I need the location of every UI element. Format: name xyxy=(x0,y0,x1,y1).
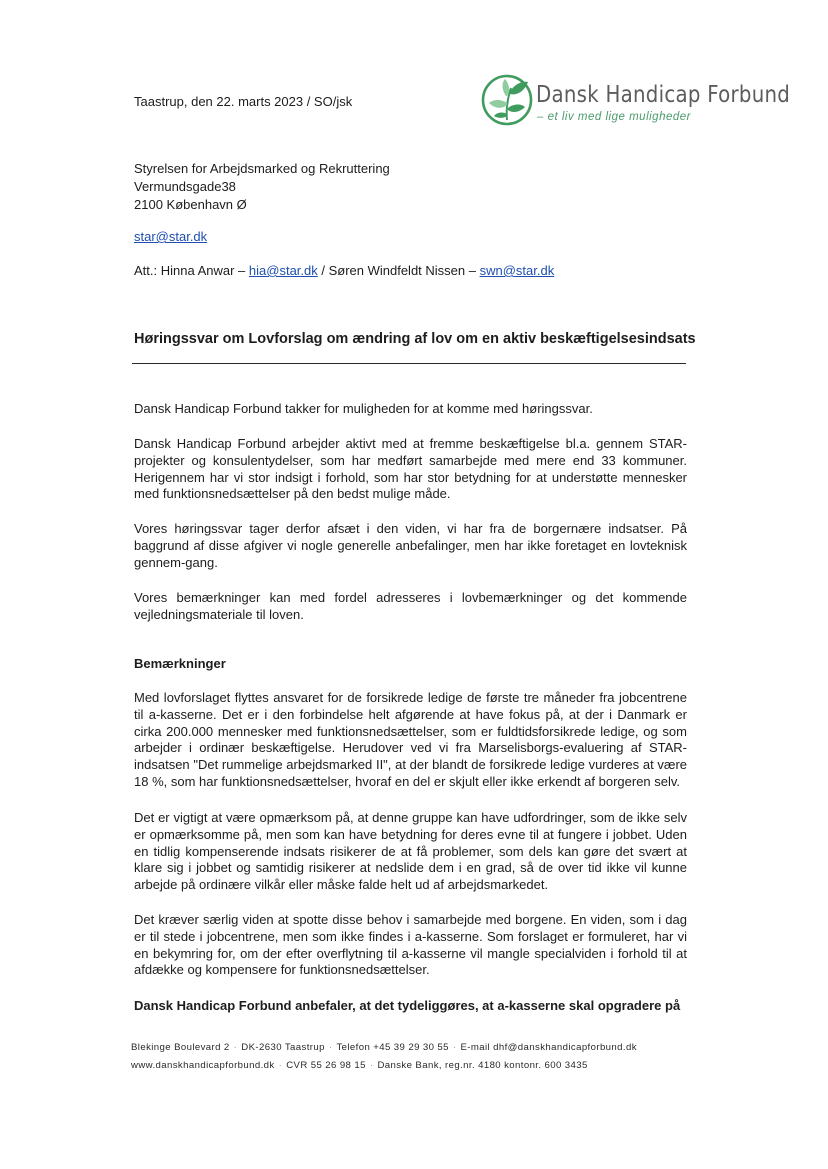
recipient-line: Styrelsen for Arbejdsmarked og Rekruttering xyxy=(134,161,390,176)
footer-city: DK-2630 Taastrup xyxy=(241,1042,325,1053)
attention-line xyxy=(134,263,554,278)
section-title: Bemærkninger xyxy=(134,656,226,671)
footer-separator: · xyxy=(452,1042,457,1053)
paragraph: Dansk Handicap Forbund arbejder aktivt med at fremme beskæftigelse bl.a. gennem STAR-projekter og konsulentydelser, som har medført samarbejde med mere end 33 kommuner. Herigennem har vi stor indsigt i forhold, som har stor betydning for at understøtte mennesker med funktionsnedsættelser på den bedst mulige måde. xyxy=(134,436,687,502)
paragraph: Dansk Handicap Forbund takker for muligheden for at komme med høringssvar. xyxy=(134,401,593,416)
recipient-line: 2100 København Ø xyxy=(134,197,247,212)
footer-website[interactable]: www.danskhandicapforbund.dk xyxy=(131,1060,275,1071)
footer-address: Blekinge Boulevard 2 xyxy=(131,1042,230,1053)
paragraph: Det er vigtigt at være opmærksom på, at denne gruppe kan have udfordringer, som de ikke selv er opmærksomme på, men som kan have betydning for deres evne til at fungere i jobbet. Uden en tidlig kompenserende indsats risikerer de at få problemer, som dels kan gøre det svært at klare sig i jobbet og samtidig risikerer at nedslide dem i en grad, så de over tid ikke vil kunne arbejde på ordinære vilkår eller måske falde helt ud af arbejdsmarkedet. xyxy=(134,810,687,893)
email-link-hia[interactable]: hia@star.dk xyxy=(248,263,318,278)
footer-company-line xyxy=(131,1060,588,1071)
logo-name: Dansk Handicap Forbund xyxy=(536,82,791,108)
date-line: Taastrup, den 22. marts 2023 / SO/jsk xyxy=(134,94,353,109)
recipient-address xyxy=(134,160,390,214)
recipient-email-link[interactable]: star@star.dk xyxy=(134,229,208,244)
paragraph: Vores høringssvar tager derfor afsæt i den viden, vi har fra de borgernære indsatser. På baggrund af disse afgiver vi nogle generelle anbefalinger, men har ikke foretaget en lovteknisk gennem-gang. xyxy=(134,521,687,570)
att-prefix: Att.: Hinna Anwar – xyxy=(134,263,249,278)
paragraph: Vores bemærkninger kan med fordel adresseres i lovbemærkninger og det kommende vejledningsmateriale til loven. xyxy=(134,590,687,622)
footer-bank: Danske Bank, reg.nr. 4180 kontonr. 600 3435 xyxy=(377,1060,588,1071)
logo-tagline: – et liv med lige muligheder xyxy=(537,111,691,123)
footer-separator: · xyxy=(328,1042,333,1053)
att-middle: / Søren Windfeldt Nissen – xyxy=(317,263,480,278)
footer-cvr: CVR 55 26 98 15 xyxy=(286,1060,366,1071)
paragraph: Det kræver særlig viden at spotte disse behov i samarbejde med borgene. En viden, som i dag er til stede i jobcentrene, men som ikke findes i a-kasserne. Som forslaget er formuleret, har vi en bekymring for, om der efter overflytning til a-kasserne vil mangle specialviden i forhold til at afdække og kompensere for funktionsnedsættelser. xyxy=(134,912,687,978)
organization-logo xyxy=(480,70,791,134)
footer-separator: · xyxy=(233,1042,238,1053)
heading-divider xyxy=(132,363,686,364)
footer-phone: Telefon +45 39 29 30 55 xyxy=(336,1042,449,1053)
leaf-circle-logo-icon xyxy=(480,70,538,130)
letter-heading: Høringssvar om Lovforslag om ændring af lov om en aktiv beskæftigelsesindsats xyxy=(134,331,696,347)
footer-contact-line xyxy=(131,1042,637,1053)
footer-separator: · xyxy=(369,1060,374,1071)
footer-separator: · xyxy=(278,1060,283,1071)
recommendation-line: Dansk Handicap Forbund anbefaler, at det tydeliggøres, at a-kasserne skal opgradere på xyxy=(134,998,681,1013)
paragraph: Med lovforslaget flyttes ansvaret for de forsikrede ledige de første tre måneder fra jobcentrene til a-kasserne. Det er i den forbindelse helt afgørende at have fokus på, at der i Danmark er cirka 200.000 mennesker med funktionsnedsættelser, som er fuldtidsforsikrede ledige, og som arbejder i ordinær beskæftigelse. Herudover ved vi fra Marselisborgs-evaluering af STAR-indsatsen "Det rummelige arbejdsmarked II", at der blandt de forsikrede ledige vurderes at være 18 %, som har funktionsnedsættelser, hvoraf en del er skjult eller ikke erkendt af borgeren selv. xyxy=(134,690,687,789)
footer-email[interactable]: E-mail dhf@danskhandicapforbund.dk xyxy=(460,1042,637,1053)
recipient-line: Vermundsgade38 xyxy=(134,179,236,194)
email-link-swn[interactable]: swn@star.dk xyxy=(479,263,555,278)
